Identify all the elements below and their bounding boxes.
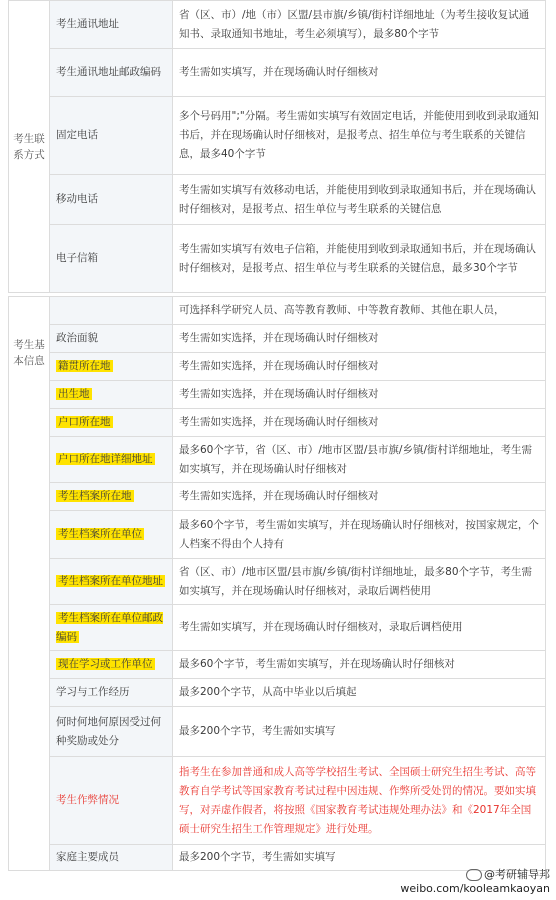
highlighted-field-label: 户口所在地 bbox=[58, 416, 111, 428]
table-row bbox=[9, 381, 546, 409]
table-row bbox=[9, 559, 546, 605]
contact-info-table bbox=[8, 0, 546, 293]
table-row bbox=[9, 409, 546, 437]
field-description: 省（区、市）/地市区盟/县市旗/乡镇/街村详细地址，最多80个字节，考生需如实填写，并在现场确认时仔细核对，录取后调档使用 bbox=[173, 559, 546, 605]
field-name: 考生通讯地址邮政编码 bbox=[50, 49, 173, 97]
table-row bbox=[9, 353, 546, 381]
weibo-icon bbox=[466, 869, 482, 881]
table-row bbox=[9, 757, 546, 845]
field-description: 指考生在参加普通和成人高等学校招生考试、全国硕士研究生招生考试、高等教育自学考试等国家教育考试过程中因违规、作弊所受处罚的情况。要如实填写，对弄虚作假者，将按照《国家教育考试违规处理办法》和《2017年全国硕士研究生招生工作管理规定》进行处理。 bbox=[173, 757, 546, 845]
field-description: 考生需如实选择，并在现场确认时仔细核对 bbox=[173, 409, 546, 437]
table-row bbox=[9, 483, 546, 511]
table-row bbox=[9, 49, 546, 97]
table-row bbox=[9, 325, 546, 353]
field-name bbox=[50, 605, 173, 651]
highlighted-field-label: 考生档案所在单位 bbox=[58, 528, 142, 540]
field-name: 考生作弊情况 bbox=[50, 757, 173, 845]
table-row bbox=[9, 845, 546, 871]
highlighted-field-label: 考生档案所在单位邮政编码 bbox=[56, 611, 163, 643]
field-description: 考生需如实选择，并在现场确认时仔细核对 bbox=[173, 353, 546, 381]
field-name bbox=[50, 651, 173, 679]
watermark-url: weibo.com/kooleamkaoyan bbox=[400, 882, 550, 895]
field-name bbox=[50, 409, 173, 437]
field-description: 最多60个字节，考生需如实填写，并在现场确认时仔细核对 bbox=[173, 651, 546, 679]
table-row bbox=[9, 605, 546, 651]
field-description: 最多60个字节，考生需如实填写，并在现场确认时仔细核对，按国家规定，个人档案不得由个人持有 bbox=[173, 511, 546, 559]
field-name: 考生通讯地址 bbox=[50, 1, 173, 49]
table-row bbox=[9, 225, 546, 293]
watermark bbox=[400, 868, 550, 896]
table-row bbox=[9, 511, 546, 559]
highlighted-field-label: 出生地 bbox=[58, 388, 90, 400]
field-name: 固定电话 bbox=[50, 97, 173, 175]
field-description: 可选择科学研究人员、高等教育教师、中等教育教师、其他在职人员， bbox=[173, 297, 546, 325]
field-name bbox=[50, 353, 173, 381]
highlighted-field-label: 现在学习或工作单位 bbox=[58, 658, 153, 670]
category-label: 考生联系方式 bbox=[13, 132, 45, 161]
watermark-line1: @考研辅导邦 bbox=[484, 868, 550, 881]
field-description: 考生需如实选择，并在现场确认时仔细核对 bbox=[173, 381, 546, 409]
category-basic bbox=[9, 297, 50, 871]
table-row bbox=[9, 175, 546, 225]
field-description: 考生需如实填写，并在现场确认时仔细核对 bbox=[173, 49, 546, 97]
field-name bbox=[50, 297, 173, 325]
category-contact bbox=[9, 1, 50, 293]
field-description: 最多200个字节，从高中毕业以后填起 bbox=[173, 679, 546, 707]
field-name: 移动电话 bbox=[50, 175, 173, 225]
field-description: 最多60个字节，省（区、市）/地市区盟/县市旗/乡镇/街村详细地址，考生需如实填写，并在现场确认时仔细核对 bbox=[173, 437, 546, 483]
field-description: 最多200个字节，考生需如实填写 bbox=[173, 707, 546, 757]
field-name: 家庭主要成员 bbox=[50, 845, 173, 871]
field-description: 考生需如实选择，并在现场确认时仔细核对 bbox=[173, 483, 546, 511]
field-name: 学习与工作经历 bbox=[50, 679, 173, 707]
field-name bbox=[50, 437, 173, 483]
field-description: 最多200个字节，考生需如实填写 bbox=[173, 845, 546, 871]
basic-info-table bbox=[8, 296, 546, 871]
field-description: 考生需如实选择，并在现场确认时仔细核对 bbox=[173, 325, 546, 353]
highlighted-field-label: 籍贯所在地 bbox=[58, 360, 111, 372]
highlighted-field-label: 考生档案所在地 bbox=[58, 490, 132, 502]
table-row bbox=[9, 651, 546, 679]
highlighted-field-label: 考生档案所在单位地址 bbox=[58, 575, 163, 587]
field-name bbox=[50, 381, 173, 409]
field-name: 何时何地何原因受过何种奖励或处分 bbox=[50, 707, 173, 757]
field-description: 省（区、市）/地（市）区盟/县市旗/乡镇/街村详细地址（为考生接收复试通知书、录取通知书地址，考生必须填写），最多80个字节 bbox=[173, 1, 546, 49]
category-label: 考生基本信息 bbox=[13, 339, 45, 367]
table-row bbox=[9, 1, 546, 49]
field-name bbox=[50, 483, 173, 511]
highlighted-field-label: 户口所在地详细地址 bbox=[58, 453, 153, 465]
field-name bbox=[50, 559, 173, 605]
table-row bbox=[9, 679, 546, 707]
field-description: 考生需如实填写有效移动电话，并能使用到收到录取通知书后，并在现场确认时仔细核对，是报考点、招生单位与考生联系的关键信息 bbox=[173, 175, 546, 225]
field-name bbox=[50, 511, 173, 559]
field-description: 考生需如实填写有效电子信箱，并能使用到收到录取通知书后，并在现场确认时仔细核对，是报考点、招生单位与考生联系的关键信息，最多30个字节 bbox=[173, 225, 546, 293]
table-row bbox=[9, 437, 546, 483]
table-row bbox=[9, 297, 546, 325]
field-description: 多个号码用";"分隔。考生需如实填写有效固定电话，并能使用到收到录取通知书后，并在现场确认时仔细核对，是报考点、招生单位与考生联系的关键信息，最多40个字节 bbox=[173, 97, 546, 175]
field-description: 考生需如实填写，并在现场确认时仔细核对，录取后调档使用 bbox=[173, 605, 546, 651]
field-name: 政治面貌 bbox=[50, 325, 173, 353]
watermark-handle bbox=[400, 868, 550, 882]
table-row bbox=[9, 97, 546, 175]
field-name: 电子信箱 bbox=[50, 225, 173, 293]
table-row bbox=[9, 707, 546, 757]
